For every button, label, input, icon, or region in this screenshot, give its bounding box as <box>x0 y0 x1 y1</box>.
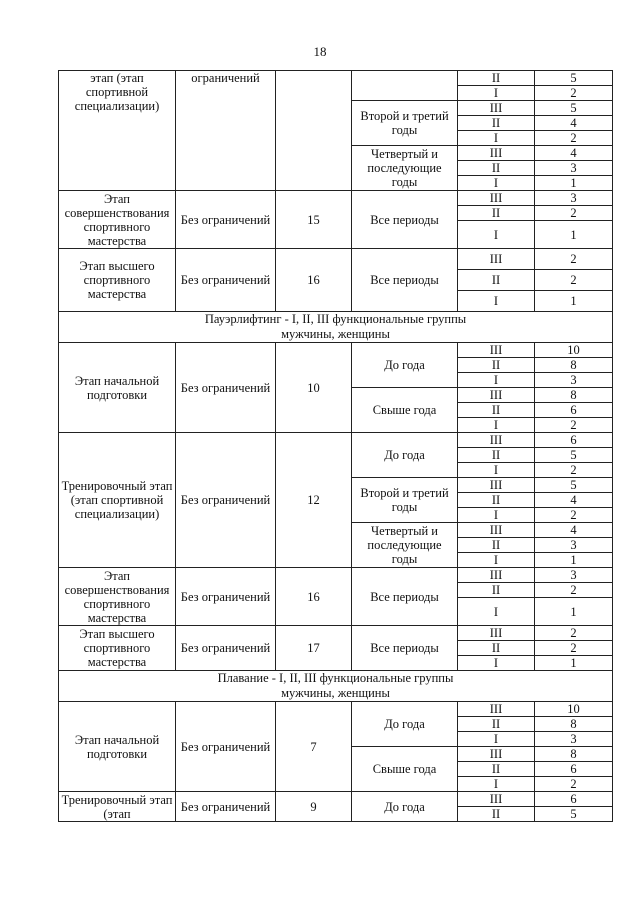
table-row <box>59 792 613 807</box>
count-cell: 4 <box>535 523 613 538</box>
min-count-cell: 16 <box>276 249 352 312</box>
period-cell: До года <box>352 702 458 747</box>
group-cell: I <box>458 176 535 191</box>
group-cell: II <box>458 762 535 777</box>
table-row <box>59 191 613 206</box>
count-cell: 2 <box>535 641 613 656</box>
count-cell: 10 <box>535 343 613 358</box>
stage-cell: Этап высшего спортивного мастерства <box>59 249 176 312</box>
group-cell: I <box>458 598 535 626</box>
group-cell: III <box>458 249 535 270</box>
section-title: Плавание - I, II, III функциональные группы <box>217 671 454 685</box>
group-cell: I <box>458 732 535 747</box>
group-cell: II <box>458 358 535 373</box>
count-cell: 3 <box>535 161 613 176</box>
period-cell: Четвертый и последующие годы <box>352 146 458 191</box>
group-cell: I <box>458 86 535 101</box>
group-cell: III <box>458 433 535 448</box>
count-cell: 1 <box>535 176 613 191</box>
group-cell: I <box>458 656 535 671</box>
section-subtitle: мужчины, женщины <box>281 327 390 341</box>
group-cell: III <box>458 792 535 807</box>
table-row <box>59 71 613 86</box>
group-cell: II <box>458 161 535 176</box>
section-header <box>59 671 613 702</box>
count-cell: 2 <box>535 777 613 792</box>
group-cell: I <box>458 418 535 433</box>
group-cell: II <box>458 538 535 553</box>
count-cell: 6 <box>535 762 613 777</box>
group-cell: II <box>458 493 535 508</box>
age-cell: ограничений <box>176 71 276 191</box>
group-cell: II <box>458 583 535 598</box>
count-cell: 6 <box>535 433 613 448</box>
min-count-cell: 10 <box>276 343 352 433</box>
table-row <box>59 568 613 583</box>
count-cell: 2 <box>535 249 613 270</box>
stage-cell: Тренировочный этап (этап <box>59 792 176 822</box>
table-row <box>59 433 613 448</box>
group-cell: II <box>458 807 535 822</box>
stage-cell: Этап начальной подготовки <box>59 702 176 792</box>
group-cell: I <box>458 553 535 568</box>
table-row <box>59 626 613 641</box>
period-cell: Все периоды <box>352 249 458 312</box>
count-cell: 2 <box>535 86 613 101</box>
page-number: 18 <box>313 44 327 59</box>
count-cell: 2 <box>535 206 613 221</box>
count-cell: 2 <box>535 131 613 146</box>
stage-cell: Этап совершенствования спортивного мастерства <box>59 568 176 626</box>
group-cell: III <box>458 523 535 538</box>
count-cell: 8 <box>535 358 613 373</box>
table-row <box>59 702 613 717</box>
stage-cell: Тренировочный этап (этап спортивной специализации) <box>59 433 176 568</box>
group-cell: II <box>458 403 535 418</box>
group-cell: II <box>458 116 535 131</box>
table-row <box>59 343 613 358</box>
group-cell: III <box>458 191 535 206</box>
age-cell: Без ограничений <box>176 568 276 626</box>
count-cell: 6 <box>535 403 613 418</box>
count-cell: 2 <box>535 270 613 291</box>
count-cell: 3 <box>535 568 613 583</box>
group-cell: I <box>458 373 535 388</box>
count-cell: 1 <box>535 656 613 671</box>
group-cell: III <box>458 626 535 641</box>
count-cell: 3 <box>535 538 613 553</box>
count-cell: 3 <box>535 191 613 206</box>
stage-cell: Этап начальной подготовки <box>59 343 176 433</box>
group-cell: I <box>458 131 535 146</box>
count-cell: 2 <box>535 626 613 641</box>
count-cell: 2 <box>535 583 613 598</box>
age-cell: Без ограничений <box>176 792 276 822</box>
count-cell: 4 <box>535 493 613 508</box>
stage-cell: Этап высшего спортивного мастерства <box>59 626 176 671</box>
period-cell <box>352 71 458 101</box>
group-cell: III <box>458 146 535 161</box>
count-cell: 2 <box>535 463 613 478</box>
count-cell: 1 <box>535 221 613 249</box>
period-cell: До года <box>352 433 458 478</box>
period-cell: До года <box>352 343 458 388</box>
count-cell: 2 <box>535 508 613 523</box>
min-count-cell: 17 <box>276 626 352 671</box>
period-cell: До года <box>352 792 458 822</box>
count-cell: 3 <box>535 373 613 388</box>
count-cell: 8 <box>535 747 613 762</box>
count-cell: 5 <box>535 448 613 463</box>
group-cell: II <box>458 448 535 463</box>
group-cell: II <box>458 270 535 291</box>
period-cell: Все периоды <box>352 568 458 626</box>
group-cell: II <box>458 71 535 86</box>
age-cell: Без ограничений <box>176 626 276 671</box>
section-header-row <box>59 312 613 343</box>
section-title: Пауэрлифтинг - I, II, III функциональные группы <box>204 312 467 326</box>
min-count-cell: 12 <box>276 433 352 568</box>
period-cell: Все периоды <box>352 626 458 671</box>
group-cell: III <box>458 343 535 358</box>
period-cell: Второй и третий годы <box>352 101 458 146</box>
count-cell: 5 <box>535 478 613 493</box>
count-cell: 8 <box>535 388 613 403</box>
period-cell: Свыше года <box>352 747 458 792</box>
group-cell: I <box>458 291 535 312</box>
count-cell: 3 <box>535 732 613 747</box>
section-subtitle: мужчины, женщины <box>281 686 390 700</box>
count-cell: 5 <box>535 807 613 822</box>
age-cell: Без ограничений <box>176 249 276 312</box>
min-count-cell: 16 <box>276 568 352 626</box>
count-cell: 4 <box>535 146 613 161</box>
group-cell: III <box>458 747 535 762</box>
age-cell: Без ограничений <box>176 191 276 249</box>
count-cell: 8 <box>535 717 613 732</box>
count-cell: 1 <box>535 553 613 568</box>
table-row <box>59 249 613 270</box>
count-cell: 1 <box>535 598 613 626</box>
min-count-cell: 15 <box>276 191 352 249</box>
age-cell: Без ограничений <box>176 702 276 792</box>
count-cell: 10 <box>535 702 613 717</box>
min-count-cell <box>276 71 352 191</box>
min-count-cell: 9 <box>276 792 352 822</box>
stage-cell: Этап совершенствования спортивного мастерства <box>59 191 176 249</box>
group-cell: III <box>458 568 535 583</box>
period-cell: Четвертый и последующие годы <box>352 523 458 568</box>
section-header <box>59 312 613 343</box>
section-header-row <box>59 671 613 702</box>
group-cell: I <box>458 221 535 249</box>
sports-standards-table <box>58 70 613 822</box>
group-cell: III <box>458 478 535 493</box>
count-cell: 5 <box>535 71 613 86</box>
group-cell: III <box>458 101 535 116</box>
period-cell: Второй и третий годы <box>352 478 458 523</box>
group-cell: I <box>458 463 535 478</box>
group-cell: III <box>458 702 535 717</box>
count-cell: 4 <box>535 116 613 131</box>
group-cell: II <box>458 641 535 656</box>
count-cell: 2 <box>535 418 613 433</box>
group-cell: I <box>458 508 535 523</box>
group-cell: III <box>458 388 535 403</box>
period-cell: Все периоды <box>352 191 458 249</box>
age-cell: Без ограничений <box>176 433 276 568</box>
group-cell: II <box>458 206 535 221</box>
group-cell: II <box>458 717 535 732</box>
min-count-cell: 7 <box>276 702 352 792</box>
stage-cell: этап (этап спортивной специализации) <box>59 71 176 191</box>
age-cell: Без ограничений <box>176 343 276 433</box>
period-cell: Свыше года <box>352 388 458 433</box>
count-cell: 1 <box>535 291 613 312</box>
group-cell: I <box>458 777 535 792</box>
count-cell: 6 <box>535 792 613 807</box>
count-cell: 5 <box>535 101 613 116</box>
